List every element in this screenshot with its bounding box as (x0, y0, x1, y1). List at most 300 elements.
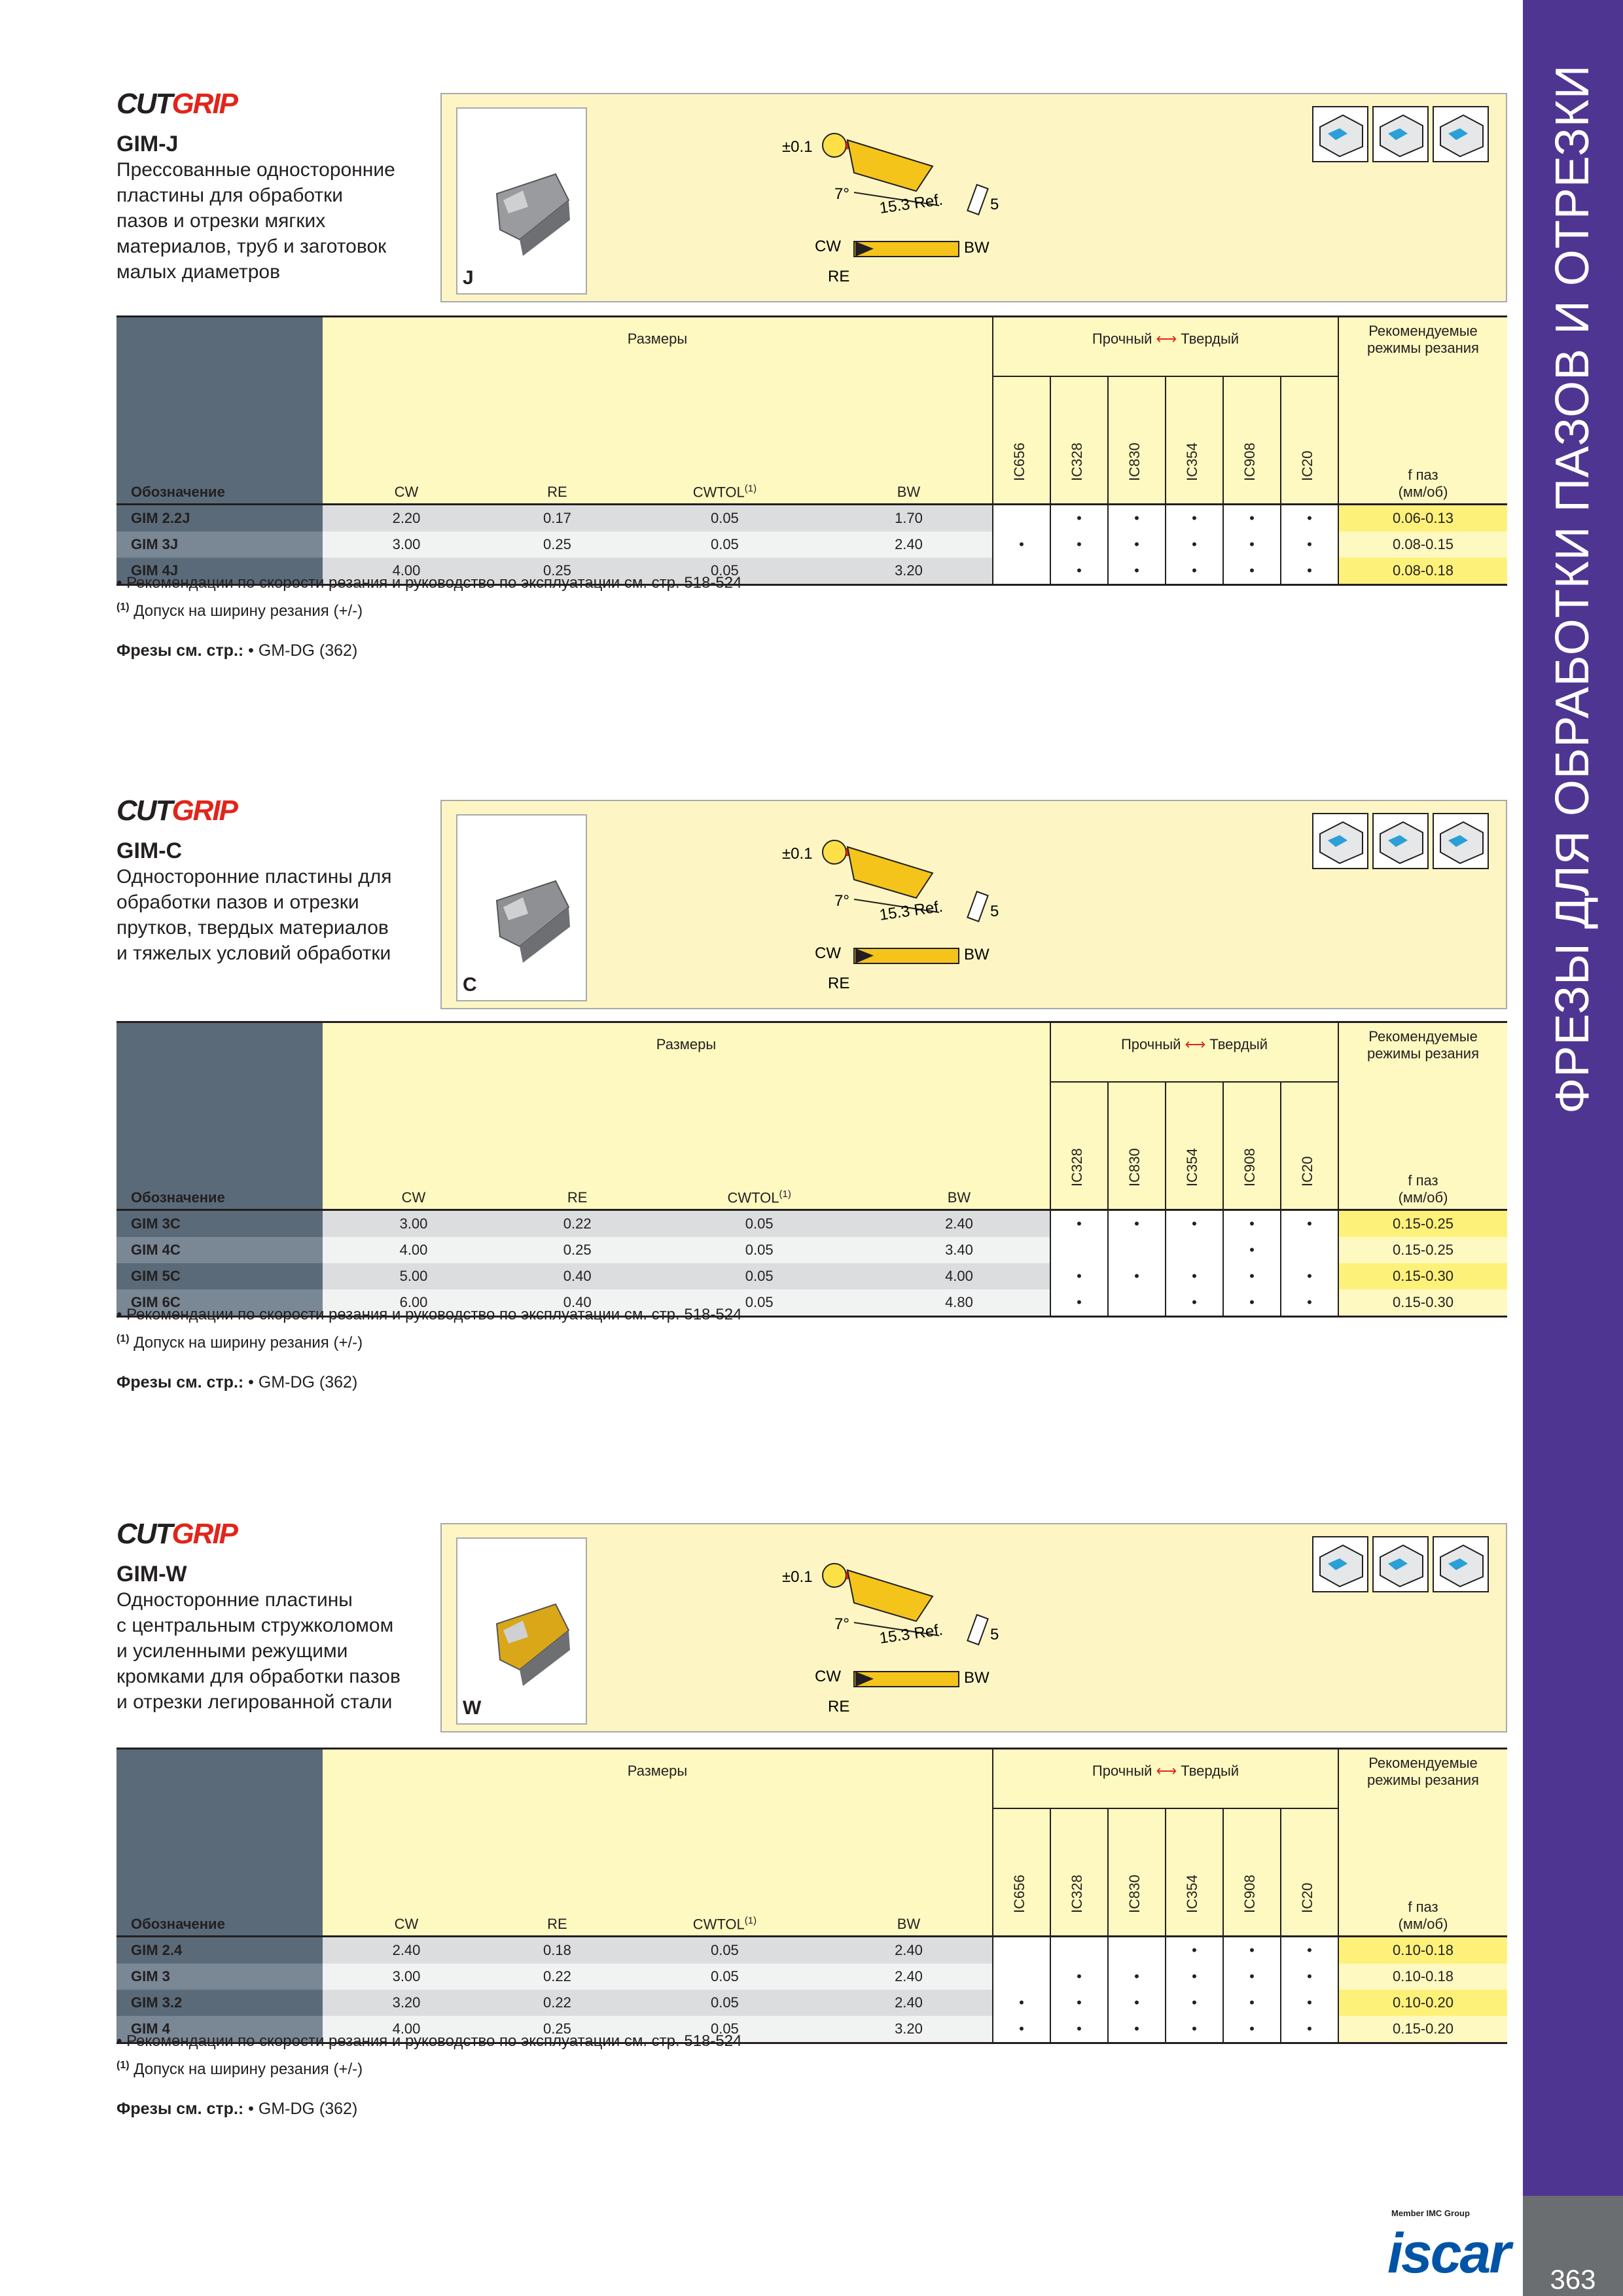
holders-value: • GM-DG (362) (248, 1373, 358, 1391)
row-cw: 3.00 (323, 1210, 505, 1238)
row-feed: 0.15-0.25 (1338, 1237, 1507, 1263)
description-line: и усиленными режущими (116, 1640, 348, 1662)
table-row (116, 1964, 1507, 1990)
grade-label: IC354 (1183, 1148, 1200, 1187)
grade-range-header (993, 317, 1338, 377)
table-row (116, 1990, 1507, 2016)
insert-type-letter: W (463, 1697, 482, 1719)
row-grade-availability: • (1281, 2016, 1338, 2043)
row-designation: GIM 5C (116, 1263, 323, 1289)
recommended-header (1338, 317, 1507, 377)
column-header-bw (825, 376, 993, 505)
description-line: Односторонние пластины (116, 1589, 353, 1611)
technical-drawing (743, 1531, 1031, 1727)
grade-label: IC20 (1298, 1882, 1315, 1913)
column-header-re (490, 1808, 624, 1937)
row-grade-availability: • (1050, 1289, 1108, 1317)
row-cw: 4.00 (323, 2016, 490, 2043)
row-grade-availability: • (1281, 1289, 1338, 1317)
column-header-label: BW (947, 1189, 971, 1206)
row-cw: 4.00 (323, 558, 490, 585)
grade-label: IC908 (1241, 1874, 1258, 1913)
row-grade-availability: • (1223, 1210, 1281, 1238)
row-feed: 0.10-0.20 (1338, 1990, 1507, 2016)
dimensions-header: Размеры (323, 1749, 993, 1809)
row-grade-availability: • (1050, 1263, 1108, 1289)
cutgrip-logo (116, 795, 257, 827)
row-designation: GIM 4 (116, 2016, 323, 2043)
grade-label: IC908 (1241, 1148, 1258, 1187)
grade-header (1050, 1082, 1108, 1210)
cw-label: CW (815, 238, 841, 255)
column-header-label: RE (547, 484, 567, 500)
tolerance-footnote-mark: (1) (744, 1914, 757, 1926)
cutgrip-logo-text: CUTGRIP (116, 795, 238, 827)
table-row (116, 1937, 1507, 1964)
row-bw: 3.20 (825, 558, 993, 585)
column-header-label: RE (567, 1189, 588, 1206)
table-row (116, 531, 1507, 558)
description-line: и отрезки легированной стали (116, 1691, 393, 1713)
holders-label: Фрезы см. стр.: (116, 1373, 244, 1391)
grade-label: IC328 (1068, 1874, 1085, 1913)
holders-reference (116, 1373, 357, 1392)
grade-label: IC328 (1068, 442, 1085, 481)
table-row (116, 1210, 1507, 1238)
parting-application-icon (1372, 813, 1429, 869)
row-grade-availability: • (1108, 558, 1166, 585)
row-grade-availability: • (1050, 1990, 1108, 2016)
strong-label: Прочный (1092, 1763, 1152, 1779)
model-description (116, 157, 444, 285)
designation-header: Обозначение (116, 1749, 323, 1937)
grade-header (1281, 1808, 1338, 1937)
row-feed: 0.15-0.25 (1338, 1210, 1507, 1238)
feed-line: (мм/об) (1398, 1916, 1448, 1932)
row-grade-availability: • (1223, 1237, 1281, 1263)
tolerance-gauge-icon (823, 1564, 846, 1587)
insert-side-view (847, 847, 933, 898)
row-grade-availability: • (1108, 1990, 1166, 2016)
insert-side-view (847, 140, 933, 191)
row-designation: GIM 3C (116, 1210, 323, 1238)
specification-table (116, 1021, 1507, 1318)
recommended-line: режимы резания (1367, 1772, 1479, 1788)
row-grade-availability: • (1108, 505, 1166, 532)
row-grade-availability: • (1223, 558, 1281, 585)
footnote-mark: (1) (116, 1333, 130, 1344)
row-cwtol: 0.05 (624, 531, 825, 558)
grade-label: IC354 (1183, 1874, 1200, 1913)
row-grade-availability: • (1108, 2016, 1166, 2043)
hard-label: Твердый (1181, 1763, 1240, 1779)
row-grade-availability (1108, 1237, 1166, 1263)
row-grade-availability: • (1223, 1964, 1281, 1990)
insert-side-view (847, 1570, 933, 1621)
column-header-label: CWTOL (727, 1189, 779, 1206)
column-header-cw (323, 376, 490, 505)
designation-header: Обозначение (116, 317, 323, 505)
dimensions-header: Размеры (323, 317, 993, 377)
grade-header (1223, 1082, 1281, 1210)
column-header-re (490, 376, 624, 505)
drawing-panel (440, 1523, 1507, 1732)
row-re: 0.25 (490, 2016, 624, 2043)
angle-label: 7° (834, 892, 849, 910)
row-cw: 5.00 (323, 1263, 505, 1289)
column-header-bw (825, 1808, 993, 1937)
row-feed: 0.10-0.18 (1338, 1964, 1507, 1990)
row-grade-availability: • (1108, 1964, 1166, 1990)
grade-label: IC20 (1298, 450, 1315, 481)
grade-header (1108, 1808, 1166, 1937)
double-arrow-icon: ⟷ (1156, 331, 1177, 347)
cutgrip-logo-text: CUTGRIP (116, 1518, 238, 1550)
row-cw: 3.00 (323, 531, 490, 558)
row-feed: 0.15-0.30 (1338, 1263, 1507, 1289)
row-grade-availability: • (993, 531, 1050, 558)
cw-label: CW (815, 944, 841, 962)
row-bw: 1.70 (825, 505, 993, 532)
row-feed: 0.15-0.20 (1338, 2016, 1507, 2043)
row-cw: 3.20 (323, 1990, 490, 2016)
row-cw: 4.00 (323, 1237, 505, 1263)
re-label: RE (828, 268, 850, 285)
insert-photo (456, 107, 587, 295)
row-grade-availability: • (1166, 558, 1223, 585)
holders-label: Фрезы см. стр.: (116, 641, 244, 660)
row-grade-availability: • (1223, 2016, 1281, 2043)
row-cwtol: 0.05 (624, 1937, 825, 1964)
column-header-cw (323, 1808, 490, 1937)
table-row (116, 1237, 1507, 1263)
tolerance-label: ±0.1 (782, 1568, 813, 1586)
row-designation: GIM 2.2J (116, 505, 323, 532)
column-header-tol (624, 376, 825, 505)
specification-table (116, 1748, 1507, 2044)
row-grade-availability: • (1223, 1263, 1281, 1289)
reference-length-label: 15.3 Ref. (878, 190, 944, 217)
grade-header (993, 376, 1050, 505)
brand-member-text: Member IMC Group (1391, 2208, 1470, 2218)
row-cwtol: 0.05 (650, 1210, 868, 1238)
row-cw: 6.00 (323, 1289, 505, 1317)
row-cwtol: 0.05 (624, 558, 825, 585)
column-header-label: CW (394, 484, 419, 500)
turning-application-icon (1433, 1536, 1489, 1592)
row-grade-availability: • (1166, 1964, 1223, 1990)
row-cwtol: 0.05 (624, 505, 825, 532)
table-row (116, 1263, 1507, 1289)
turning-application-icon (1433, 813, 1489, 869)
feed-line: (мм/об) (1398, 1189, 1448, 1206)
bw-label: BW (964, 946, 990, 963)
insert-image-icon (457, 1539, 586, 1723)
feed-header (1338, 376, 1507, 505)
row-bw: 2.40 (825, 1990, 993, 2016)
holders-label: Фрезы см. стр.: (116, 2100, 244, 2118)
column-header-label: RE (547, 1916, 567, 1932)
application-icons (1312, 1536, 1495, 1595)
row-grade-availability (993, 558, 1050, 585)
row-re: 0.22 (490, 1964, 624, 1990)
application-icons (1312, 106, 1495, 165)
strong-label: Прочный (1120, 1036, 1181, 1052)
row-bw: 2.40 (825, 531, 993, 558)
grade-header (1223, 376, 1281, 505)
description-line: обработки пазов и отрезки (116, 891, 359, 913)
grade-label: IC656 (1010, 1874, 1027, 1913)
row-grade-availability: • (993, 2016, 1050, 2043)
row-grade-availability: • (1166, 1263, 1223, 1289)
parting-application-icon (1372, 1536, 1429, 1592)
row-feed: 0.15-0.30 (1338, 1289, 1507, 1317)
insert-image-icon (457, 816, 586, 1000)
row-grade-availability: • (1050, 531, 1108, 558)
grade-label: IC830 (1126, 1148, 1143, 1187)
cw-label: CW (815, 1668, 841, 1685)
tolerance-note-text: Допуск на ширину резания (+/-) (134, 602, 363, 620)
grade-header (1108, 376, 1166, 505)
row-grade-availability: • (1281, 1937, 1338, 1964)
angle-five-label: 5 (990, 903, 999, 920)
table-notes (116, 571, 741, 623)
model-title: GIM-C (116, 838, 183, 863)
row-grade-availability (993, 505, 1050, 532)
feed-header (1338, 1808, 1507, 1937)
bw-label: BW (964, 239, 990, 257)
row-bw: 2.40 (825, 1937, 993, 1964)
row-cwtol: 0.05 (650, 1237, 868, 1263)
tolerance-footnote-mark: (1) (779, 1188, 791, 1200)
row-grade-availability: • (1166, 1937, 1223, 1964)
row-grade-availability: • (1108, 531, 1166, 558)
row-re: 0.25 (490, 531, 624, 558)
description-line: кромками для обработки пазов (116, 1666, 401, 1687)
recommended-header (1338, 1022, 1507, 1083)
table-notes (116, 2029, 741, 2081)
grade-label: IC908 (1241, 442, 1258, 481)
row-re: 0.22 (490, 1990, 624, 2016)
model-description (116, 1587, 444, 1715)
description-line: Прессованные односторонние (116, 159, 395, 181)
grade-label: IC656 (1010, 442, 1027, 481)
model-title: GIM-W (116, 1562, 187, 1587)
angle-label: 7° (834, 1615, 849, 1633)
grade-label: IC328 (1068, 1148, 1085, 1187)
technical-drawing (743, 101, 1031, 297)
row-grade-availability: • (1166, 1210, 1223, 1238)
row-grade-availability: • (1050, 1964, 1108, 1990)
angle-label: 7° (834, 185, 849, 203)
row-re: 0.22 (505, 1210, 650, 1238)
grooving-application-icon (1312, 813, 1368, 869)
row-re: 0.40 (505, 1263, 650, 1289)
tolerance-note-text: Допуск на ширину резания (+/-) (134, 2060, 363, 2078)
column-header-cw (323, 1082, 505, 1210)
footnote-mark: (1) (116, 2060, 130, 2071)
column-header-label: CWTOL (692, 484, 745, 500)
grade-header (1166, 376, 1223, 505)
footnote-mark: (1) (116, 601, 130, 613)
row-re: 0.18 (490, 1937, 624, 1964)
row-cw: 2.40 (323, 1937, 490, 1964)
tolerance-label: ±0.1 (782, 845, 813, 863)
row-grade-availability (993, 1964, 1050, 1990)
parting-application-icon (1372, 106, 1429, 162)
specification-table (116, 315, 1507, 586)
angle-five-label: 5 (990, 196, 999, 213)
angle-five-label: 5 (990, 1626, 999, 1643)
column-header-label: BW (897, 484, 921, 500)
holders-value: • GM-DG (362) (248, 2100, 358, 2118)
row-grade-availability: • (1166, 1990, 1223, 2016)
row-grade-availability: • (1281, 1210, 1338, 1238)
feed-header (1338, 1082, 1507, 1210)
row-grade-availability (993, 1937, 1050, 1964)
row-cwtol: 0.05 (650, 1263, 868, 1289)
drawing-panel (440, 93, 1507, 302)
row-grade-availability: • (1223, 531, 1281, 558)
insert-type-letter: C (463, 974, 477, 996)
grade-header (1223, 1808, 1281, 1937)
row-bw: 4.80 (868, 1289, 1050, 1317)
row-designation: GIM 3J (116, 531, 323, 558)
description-line: пазов и отрезки мягких (116, 210, 326, 232)
column-header-re (505, 1082, 650, 1210)
grade-header (1166, 1808, 1223, 1937)
recommended-line: Рекомендуемые (1368, 323, 1478, 339)
row-grade-availability: • (1050, 558, 1108, 585)
grade-header (1281, 1082, 1338, 1210)
recommended-line: Рекомендуемые (1368, 1028, 1478, 1045)
insert-type-letter: J (463, 267, 474, 289)
technical-drawing (743, 808, 1031, 1004)
row-grade-availability: • (1166, 1289, 1223, 1317)
grade-header (1281, 376, 1338, 505)
row-bw: 2.40 (825, 1964, 993, 1990)
row-grade-availability: • (1050, 1210, 1108, 1238)
row-re: 0.17 (490, 505, 624, 532)
cutgrip-logo-text: CUTGRIP (116, 88, 238, 120)
tolerance-label: ±0.1 (782, 138, 813, 156)
row-cwtol: 0.05 (624, 1964, 825, 1990)
grade-header (1050, 1808, 1108, 1937)
turning-application-icon (1433, 106, 1489, 162)
row-designation: GIM 6C (116, 1289, 323, 1317)
table-notes (116, 1302, 741, 1355)
row-grade-availability: • (1281, 558, 1338, 585)
row-re: 0.40 (505, 1289, 650, 1317)
re-label: RE (828, 1698, 850, 1715)
row-grade-availability: • (993, 1990, 1050, 2016)
column-header-bw (868, 1082, 1050, 1210)
grade-label: IC20 (1299, 1156, 1315, 1187)
recommended-header (1338, 1749, 1507, 1809)
column-header-tol (650, 1082, 868, 1210)
row-feed: 0.08-0.15 (1338, 531, 1507, 558)
drawing-panel (440, 800, 1507, 1009)
tolerance-gauge-icon (823, 134, 846, 157)
re-label: RE (828, 975, 850, 992)
insert-photo (456, 1537, 587, 1725)
recommended-line: режимы резания (1367, 340, 1479, 356)
grade-label: IC830 (1126, 1874, 1143, 1913)
row-designation: GIM 2.4 (116, 1937, 323, 1964)
row-grade-availability: • (1281, 1263, 1338, 1289)
row-bw: 3.20 (825, 2016, 993, 2043)
row-grade-availability (1108, 1937, 1166, 1964)
holders-value: • GM-DG (362) (248, 641, 358, 660)
feed-line: (мм/об) (1398, 484, 1448, 500)
row-grade-availability (1050, 1237, 1108, 1263)
column-header-label: CW (401, 1189, 426, 1206)
row-designation: GIM 4C (116, 1237, 323, 1263)
row-cwtol: 0.05 (650, 1289, 868, 1317)
row-feed: 0.08-0.18 (1338, 558, 1507, 585)
row-feed: 0.10-0.18 (1338, 1937, 1507, 1964)
row-cwtol: 0.05 (624, 2016, 825, 2043)
speed-note: • Рекомендации по скорости резания и руководство по эксплуатации см. стр. 518-524 (116, 1306, 742, 1323)
description-line: пластины для обработки (116, 185, 344, 206)
description-line: и тяжелых условий обработки (116, 942, 391, 964)
grade-label: IC830 (1126, 442, 1143, 481)
grade-range-header (1050, 1022, 1338, 1083)
hard-label: Твердый (1181, 331, 1240, 347)
row-designation: GIM 3 (116, 1964, 323, 1990)
grade-label: IC354 (1183, 442, 1200, 481)
grooving-application-icon (1312, 106, 1368, 162)
model-title: GIM-J (116, 132, 179, 156)
row-grade-availability: • (1108, 1263, 1166, 1289)
bw-label: BW (964, 1669, 990, 1687)
reference-length-label: 15.3 Ref. (878, 897, 944, 924)
description-line: прутков, твердых материалов (116, 917, 389, 939)
row-grade-availability: • (1223, 505, 1281, 532)
row-grade-availability: • (1223, 1289, 1281, 1317)
feed-line: f паз (1408, 1899, 1438, 1915)
cutgrip-logo (116, 1518, 257, 1550)
row-grade-availability (1166, 1237, 1223, 1263)
tolerance-note (116, 1327, 741, 1355)
row-grade-availability: • (1050, 2016, 1108, 2043)
row-grade-availability: • (1108, 1210, 1166, 1238)
grooving-application-icon (1312, 1536, 1368, 1592)
recommended-line: режимы резания (1367, 1045, 1479, 1062)
reference-length-label: 15.3 Ref. (878, 1621, 944, 1647)
tolerance-footnote-mark: (1) (744, 482, 757, 494)
double-arrow-icon: ⟷ (1156, 1763, 1177, 1779)
feed-line: f паз (1408, 1172, 1438, 1189)
column-header-label: CWTOL (692, 1916, 745, 1932)
row-grade-availability: • (1223, 1990, 1281, 2016)
column-header-label: BW (897, 1916, 921, 1932)
application-icons (1312, 813, 1495, 872)
sidebar-title: ФРЕЗЫ ДЛЯ ОБРАБОТКИ ПАЗОВ И ОТРЕЗКИ (1546, 64, 1599, 1114)
row-grade-availability: • (1050, 505, 1108, 532)
column-header-tol (624, 1808, 825, 1937)
speed-note: • Рекомендации по скорости резания и руководство по эксплуатации см. стр. 518-524 (116, 2032, 742, 2050)
row-grade-availability: • (1281, 1990, 1338, 2016)
row-grade-availability: • (1281, 1964, 1338, 1990)
designation-header: Обозначение (116, 1022, 323, 1210)
column-header-label: CW (394, 1916, 419, 1932)
model-description (116, 864, 444, 966)
grade-header (1050, 376, 1108, 505)
row-bw: 2.40 (868, 1210, 1050, 1238)
row-re: 0.25 (505, 1237, 650, 1263)
page-number: 363 (1550, 2264, 1596, 2295)
